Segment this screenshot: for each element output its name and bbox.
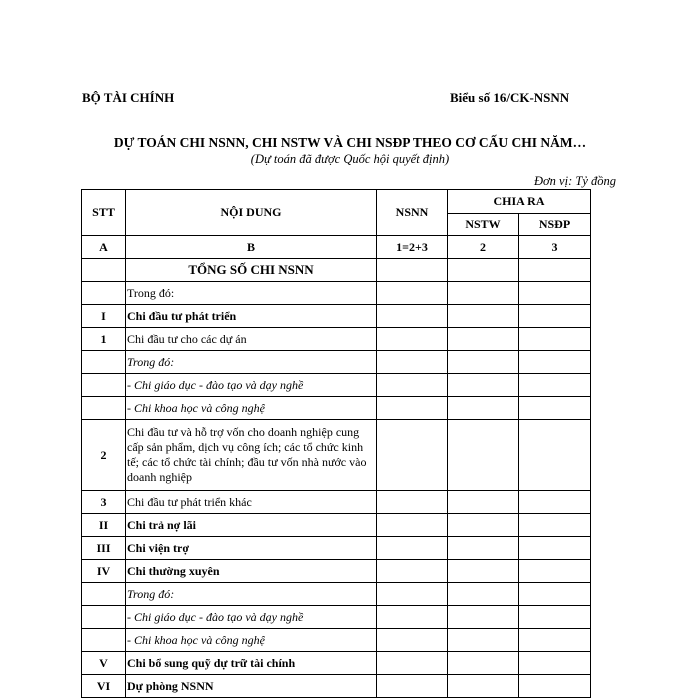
row-nsdp: [519, 374, 591, 397]
row-stt: [82, 259, 126, 282]
row-nstw: [448, 652, 519, 675]
table-row: [82, 305, 591, 328]
row-stt: I: [82, 305, 126, 328]
table-row: [82, 514, 591, 537]
row-nsnn: [377, 537, 448, 560]
table-row: [82, 282, 591, 305]
row-nstw: [448, 420, 519, 491]
row-nstw: [448, 537, 519, 560]
row-nsdp: [519, 351, 591, 374]
row-stt: IV: [82, 560, 126, 583]
row-content: - Chi giáo dục - đào tạo và dạy nghề: [126, 606, 377, 629]
row-stt: [82, 606, 126, 629]
row-nsnn: [377, 652, 448, 675]
row-nsdp: [519, 305, 591, 328]
table-row: [82, 606, 591, 629]
row-nstw: [448, 259, 519, 282]
row-content: Chi bổ sung quỹ dự trữ tài chính: [126, 652, 377, 675]
row-content: Chi đầu tư phát triển: [126, 305, 377, 328]
table-row: [82, 328, 591, 351]
row-nstw: [448, 560, 519, 583]
row-stt: [82, 397, 126, 420]
row-stt: [82, 583, 126, 606]
row-content: Chi trả nợ lãi: [126, 514, 377, 537]
row-stt: [82, 282, 126, 305]
row-nstw: [448, 328, 519, 351]
row-nsdp: [519, 583, 591, 606]
row-nsdp: [519, 282, 591, 305]
col-header-nstw: NSTW: [448, 214, 519, 236]
row-nsdp: [519, 397, 591, 420]
row-nsdp: [519, 491, 591, 514]
table-body: [82, 259, 591, 698]
row-content: Trong đó:: [126, 351, 377, 374]
row-stt: 1: [82, 328, 126, 351]
row-nstw: [448, 606, 519, 629]
row-nsnn: [377, 420, 448, 491]
row-nsnn: [377, 675, 448, 698]
row-nsdp: [519, 606, 591, 629]
row-nsnn: [377, 305, 448, 328]
row-nsnn: [377, 514, 448, 537]
row-content: - Chi khoa học và công nghệ: [126, 397, 377, 420]
row-nstw: [448, 397, 519, 420]
row-nsnn: [377, 560, 448, 583]
col-header-stt: STT: [82, 190, 126, 236]
row-content: - Chi giáo dục - đào tạo và dạy nghề: [126, 374, 377, 397]
row-nstw: [448, 282, 519, 305]
index-nsnn: 1=2+3: [377, 236, 448, 259]
row-nsdp: [519, 328, 591, 351]
row-content: Trong đó:: [126, 282, 377, 305]
row-nsnn: [377, 583, 448, 606]
col-header-content: NỘI DUNG: [126, 190, 377, 236]
row-stt: 3: [82, 491, 126, 514]
unit-label: Đơn vị: Tỷ đồng: [533, 174, 616, 188]
row-stt: V: [82, 652, 126, 675]
row-nstw: [448, 305, 519, 328]
row-nsnn: [377, 282, 448, 305]
row-nstw: [448, 629, 519, 652]
row-nstw: [448, 351, 519, 374]
row-content: Trong đó:: [126, 583, 377, 606]
table-row: [82, 629, 591, 652]
col-header-split: CHIA RA: [448, 190, 591, 214]
row-stt: [82, 374, 126, 397]
row-content: Chi đầu tư cho các dự án: [126, 328, 377, 351]
table-row: [82, 560, 591, 583]
table-row: [82, 537, 591, 560]
row-nsnn: [377, 397, 448, 420]
table-row: [82, 675, 591, 698]
document-title: DỰ TOÁN CHI NSNN, CHI NSTW VÀ CHI NSĐP THEO CƠ CẤU CHI NĂM…: [113, 135, 587, 150]
row-stt: 2: [82, 420, 126, 491]
row-nsdp: [519, 675, 591, 698]
row-nsdp: [519, 629, 591, 652]
row-content: Chi viện trợ: [126, 537, 377, 560]
row-content: TỔNG SỐ CHI NSNN: [126, 259, 377, 282]
row-nsnn: [377, 606, 448, 629]
row-content: Dự phòng NSNN: [126, 675, 377, 698]
index-stt: A: [82, 236, 126, 259]
row-nstw: [448, 514, 519, 537]
row-nsnn: [377, 351, 448, 374]
document-subtitle: (Dự toán đã được Quốc hội quyết định): [250, 152, 450, 166]
row-nsdp: [519, 420, 591, 491]
form-code: Biểu số 16/CK-NSNN: [450, 90, 570, 105]
col-header-nsnn: NSNN: [377, 190, 448, 236]
row-content: Chi đầu tư và hỗ trợ vốn cho doanh nghiệp cung cấp sản phẩm, dịch vụ công ích; các tổ chức kinh tế; các tổ chức tài chính; đầu tư vốn nhà nước vào doanh nghiệp: [126, 420, 377, 491]
row-nsdp: [519, 537, 591, 560]
index-nstw: 2: [448, 236, 519, 259]
row-nstw: [448, 491, 519, 514]
table-row: [82, 374, 591, 397]
row-nstw: [448, 583, 519, 606]
table-row: [82, 351, 591, 374]
row-stt: VI: [82, 675, 126, 698]
row-nsnn: [377, 491, 448, 514]
budget-table: [81, 189, 591, 698]
row-nsdp: [519, 259, 591, 282]
row-stt: III: [82, 537, 126, 560]
row-stt: [82, 351, 126, 374]
index-nsdp: 3: [519, 236, 591, 259]
table-row: [82, 583, 591, 606]
row-nstw: [448, 374, 519, 397]
row-nsnn: [377, 259, 448, 282]
row-nsdp: [519, 652, 591, 675]
table-row: [82, 491, 591, 514]
row-nsnn: [377, 629, 448, 652]
index-content: B: [126, 236, 377, 259]
table-row: [82, 652, 591, 675]
row-nstw: [448, 675, 519, 698]
row-stt: [82, 629, 126, 652]
row-stt: II: [82, 514, 126, 537]
row-content: - Chi khoa học và công nghệ: [126, 629, 377, 652]
table-row: [82, 397, 591, 420]
row-nsnn: [377, 328, 448, 351]
row-nsdp: [519, 514, 591, 537]
ministry-name: BỘ TÀI CHÍNH: [82, 90, 175, 105]
row-nsnn: [377, 374, 448, 397]
row-nsdp: [519, 560, 591, 583]
col-header-nsdp: NSĐP: [519, 214, 591, 236]
table-row: [82, 420, 591, 491]
row-content: Chi đầu tư phát triển khác: [126, 491, 377, 514]
table-row: [82, 259, 591, 282]
row-content: Chi thường xuyên: [126, 560, 377, 583]
